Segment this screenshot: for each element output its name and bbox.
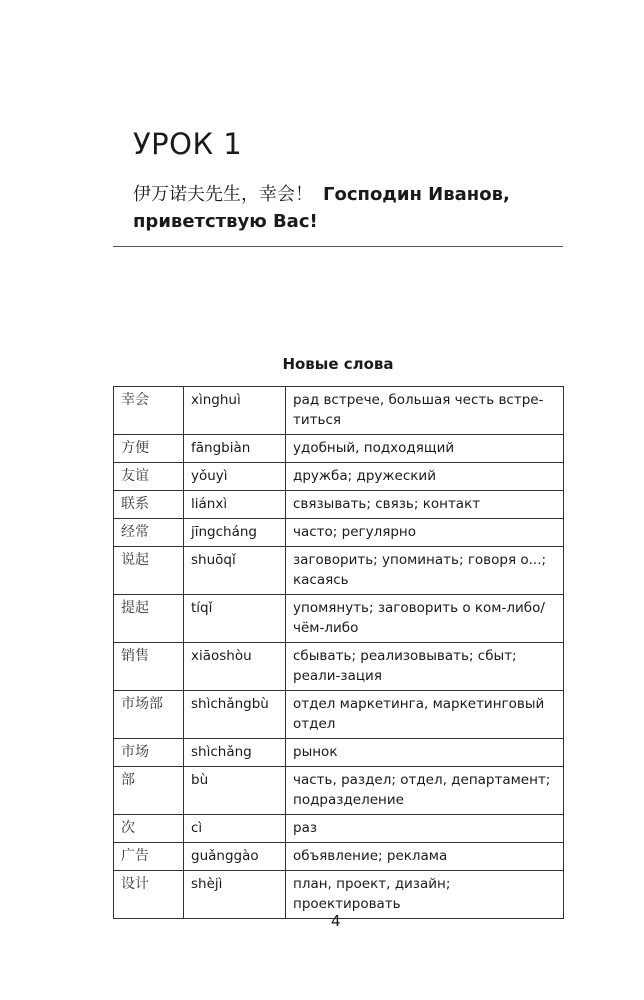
hanzi-cell: 销售 <box>114 643 184 691</box>
lesson-subtitle <box>133 181 573 235</box>
table-row <box>114 463 564 491</box>
table-row <box>114 435 564 463</box>
title-divider <box>113 246 563 247</box>
hanzi-cell: 部 <box>114 767 184 815</box>
pinyin-cell: tíqǐ <box>184 595 286 643</box>
pinyin-cell: shìchǎngbù <box>184 691 286 739</box>
table-row <box>114 595 564 643</box>
meaning-cell: связывать; связь; контакт <box>286 491 564 519</box>
meaning-cell: рынок <box>286 739 564 767</box>
meaning-cell: удобный, подходящий <box>286 435 564 463</box>
table-row <box>114 387 564 435</box>
pinyin-cell: shuōqǐ <box>184 547 286 595</box>
pinyin-cell: guǎnggào <box>184 843 286 871</box>
pinyin-cell: shìchǎng <box>184 739 286 767</box>
pinyin-cell: jīngcháng <box>184 519 286 547</box>
pinyin-cell: shèjì <box>184 871 286 919</box>
meaning-cell: рад встрече, большая честь встре-титься <box>286 387 564 435</box>
meaning-cell: часто; регулярно <box>286 519 564 547</box>
meaning-cell: заговорить; упоминать; говоря о...; касаясь <box>286 547 564 595</box>
table-row <box>114 843 564 871</box>
table-row <box>114 739 564 767</box>
hanzi-cell: 次 <box>114 815 184 843</box>
hanzi-cell: 市场 <box>114 739 184 767</box>
hanzi-cell: 友谊 <box>114 463 184 491</box>
hanzi-cell: 广告 <box>114 843 184 871</box>
pinyin-cell: cì <box>184 815 286 843</box>
table-row <box>114 547 564 595</box>
table-row <box>114 643 564 691</box>
hanzi-cell: 提起 <box>114 595 184 643</box>
pinyin-cell: yǒuyì <box>184 463 286 491</box>
pinyin-cell: xìnghuì <box>184 387 286 435</box>
hanzi-cell: 联系 <box>114 491 184 519</box>
subtitle-russian: Господин Иванов, приветствую Вас! <box>133 184 510 232</box>
pinyin-cell: liánxì <box>184 491 286 519</box>
hanzi-cell: 市场部 <box>114 691 184 739</box>
section-title: Новые слова <box>282 355 394 373</box>
meaning-cell: сбывать; реализовывать; сбыт; реали-зация <box>286 643 564 691</box>
meaning-cell: план, проект, дизайн; проектировать <box>286 871 564 919</box>
meaning-cell: отдел маркетинга, маркетинговый отдел <box>286 691 564 739</box>
pinyin-cell: xiāoshòu <box>184 643 286 691</box>
meaning-cell: часть, раздел; отдел, департамент; подразделение <box>286 767 564 815</box>
vocabulary-table <box>113 386 564 919</box>
hanzi-cell: 幸会 <box>114 387 184 435</box>
meaning-cell: раз <box>286 815 564 843</box>
meaning-cell: дружба; дружеский <box>286 463 564 491</box>
hanzi-cell: 说起 <box>114 547 184 595</box>
page-number: 4 <box>331 912 341 930</box>
meaning-cell: упомянуть; заговорить о ком-либо/ чём-либо <box>286 595 564 643</box>
table-row <box>114 491 564 519</box>
meaning-cell: объявление; реклама <box>286 843 564 871</box>
hanzi-cell: 方便 <box>114 435 184 463</box>
table-row <box>114 767 564 815</box>
pinyin-cell: fāngbiàn <box>184 435 286 463</box>
hanzi-cell: 经常 <box>114 519 184 547</box>
pinyin-cell: bù <box>184 767 286 815</box>
table-row <box>114 691 564 739</box>
table-row <box>114 815 564 843</box>
table-row <box>114 519 564 547</box>
lesson-title: УРОК 1 <box>133 127 243 161</box>
subtitle-chinese: 伊万诺夫先生，幸会！ <box>133 184 313 205</box>
hanzi-cell: 设计 <box>114 871 184 919</box>
